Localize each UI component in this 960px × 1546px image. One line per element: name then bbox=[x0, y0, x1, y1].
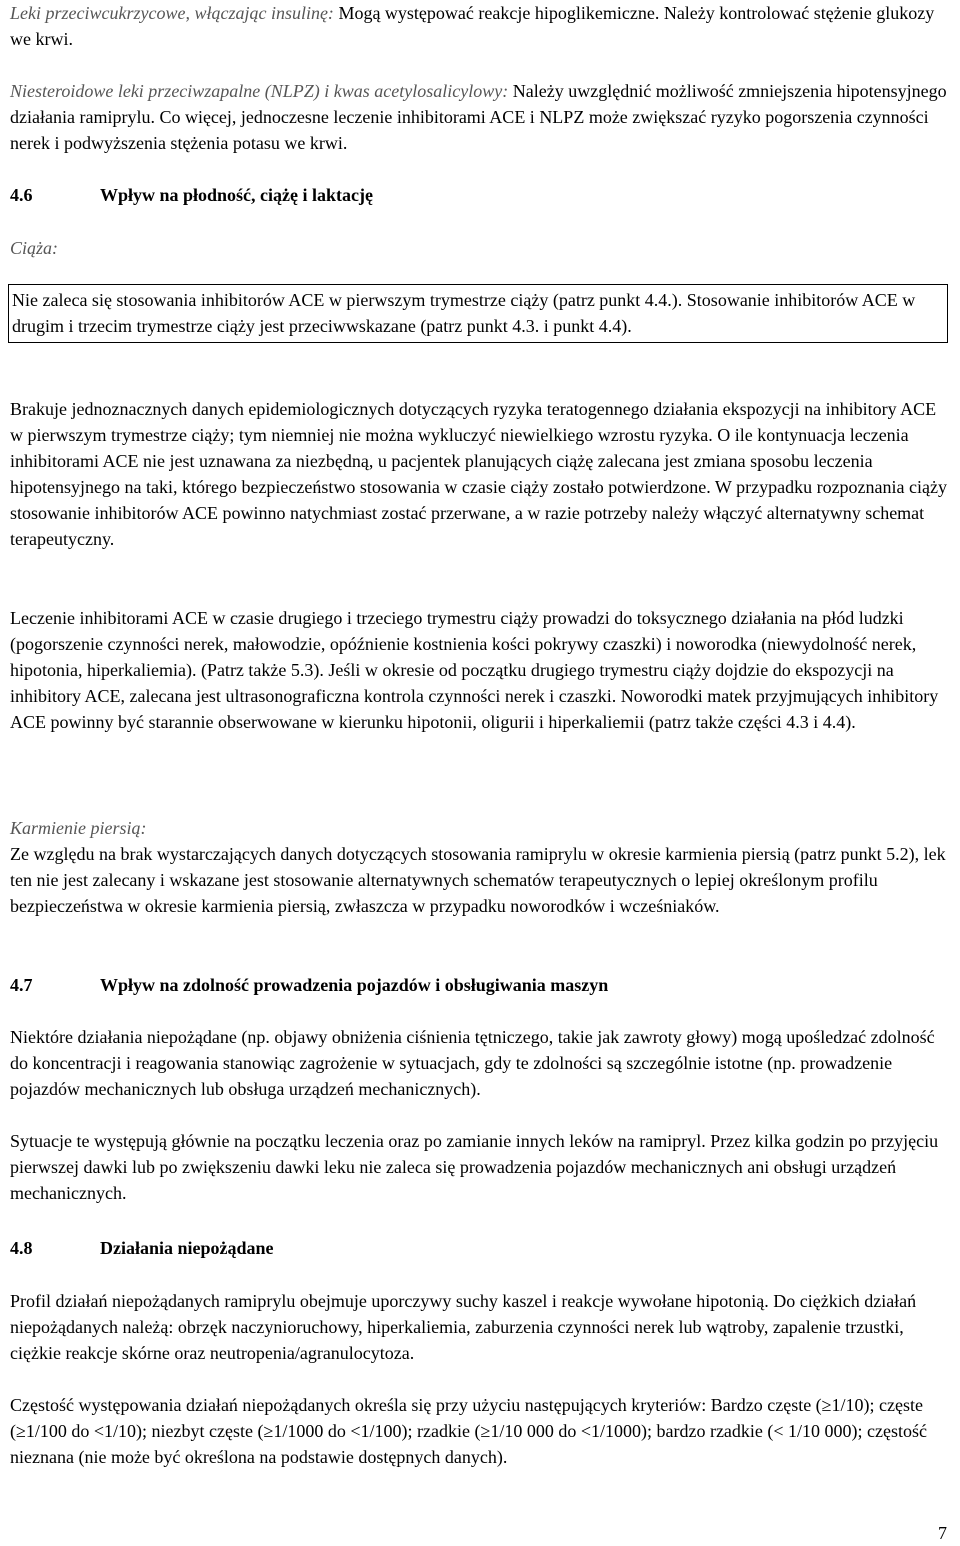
nsaid-text: Należy uwzględnić możliwość zmniejszenia hipotensyjnego działania ramiprylu. Co więcej, jednoczesne leczenie inhibitorami ACE i NLPZ może zwiększać ryzyko pogorszenia czynności nerek i podwyższenia stężenia potasu we krwi. bbox=[10, 81, 947, 153]
section-4-7-heading bbox=[10, 972, 948, 998]
breastfeeding-heading: Karmienie piersią: bbox=[10, 818, 147, 838]
breastfeeding-paragraph: Ze względu na brak wystarczających danych dotyczących stosowania ramiprylu w okresie karmienia piersią (patrz punkt 5.2), lek ten nie jest zalecany i wskazane jest stosowanie alternatywnych schematów terapeutycznych o lepiej określonym profilu bezpieczeństwa w okresie karmienia piersią, zwłaszcza w przypadku noworodków i wcześniaków. bbox=[10, 844, 946, 916]
section-number: 4.8 bbox=[10, 1238, 33, 1258]
pregnancy-warning-text: Nie zaleca się stosowania inhibitorów ACE w pierwszym trymestrze ciąży (patrz punkt 4.4.). Stosowanie inhibitorów ACE w drugim i trzecim trymestrze ciąży jest przeciwwskazane (patrz punkt 4.3. i punkt 4.4). bbox=[12, 290, 916, 336]
pregnancy-warning-box bbox=[8, 284, 948, 343]
section-title: Wpływ na płodność, ciążę i laktację bbox=[100, 185, 373, 205]
pregnancy-heading: Ciąża: bbox=[10, 238, 59, 258]
section-number: 4.7 bbox=[10, 975, 33, 995]
section-4-8-heading bbox=[10, 1235, 948, 1261]
antidiabetic-paragraph bbox=[10, 0, 948, 52]
adverse-paragraph-2: Częstość występowania działań niepożądanych określa się przy użyciu następujących kryteriów: Bardzo częste (≥1/10); częste (≥1/100 do <1/10); niezbyt częste (≥1/1000 do <1/100); rzadkie (≥1/10 000 do <1/1000); bardzo rzadkie (< 1/10 000); częstość nieznana (nie może być określona na podstawie dostępnych danych). bbox=[10, 1395, 928, 1467]
pregnancy-paragraph-2: Leczenie inhibitorami ACE w czasie drugiego i trzeciego trymestru ciąży prowadzi do toksycznego działania na płód ludzki (pogorszenie czynności nerek, małowodzie, opóźnienie kostnienia kości pokrywy czaszki) i noworodka (niewydolność nerek, hipotonia, hiperkaliemia). (Patrz także 5.3). Jeśli w okresie od początku drugiego trymestru ciąży dojdzie do ekspozycji na inhibitory ACE, zalecana jest ultrasonograficzna kontrola czynności nerek i czaszki. Noworodki matek przyjmujących inhibitory ACE powinny być starannie obserwowane w kierunku hipotonii, oligurii i hiperkaliemii (patrz także części 4.3 i 4.4). bbox=[10, 608, 939, 732]
section-number: 4.6 bbox=[10, 185, 33, 205]
adverse-paragraph-1: Profil działań niepożądanych ramiprylu obejmuje uporczywy suchy kaszel i reakcje wywołane hipotonią. Do ciężkich działań niepożądanych należą: obrzęk naczynioruchowy, hiperkaliemia, zaburzenia czynności nerek lub wątroby, zapalenie trzustki, ciężkie reakcje skórne oraz neutropenia/agranulocytoza. bbox=[10, 1291, 917, 1363]
driving-paragraph-1: Niektóre działania niepożądane (np. objawy obniżenia ciśnienia tętniczego, takie jak zawroty głowy) mogą upośledzać zdolność do koncentracji i reagowania stanowiąc zagrożenie w sytuacjach, gdy te zdolności są szczególnie istotne (np. prowadzenie pojazdów mechanicznych lub obsługa urządzeń mechanicznych). bbox=[10, 1027, 935, 1099]
pregnancy-paragraph-1: Brakuje jednoznacznych danych epidemiologicznych dotyczących ryzyka teratogennego działania ekspozycji na inhibitory ACE w pierwszym trymestrze ciąży; tym niemniej nie można wykluczyć niewielkiego wzrostu ryzyka. O ile kontynuacja leczenia inhibitorami ACE nie jest uznawana za niezbędną, u pacjentek planujących ciążę zalecana jest zmiana sposobu leczenia hipotensyjnego na taki, którego bezpieczeństwo stosowania w czasie ciąży zostało potwierdzone. W przypadku rozpoznania ciąży stosowanie inhibitorów ACE powinno natychmiast zostać przerwane, a w razie potrzeby należy włączyć alternatywny schemat terapeutyczny. bbox=[10, 399, 947, 549]
nsaid-paragraph bbox=[10, 78, 948, 156]
page-number: 7 bbox=[938, 1523, 947, 1543]
driving-paragraph-2: Sytuacje te występują głównie na początku leczenia oraz po zamianie innych leków na ramipryl. Przez kilka godzin po przyjęciu pierwszej dawki lub po zwiększeniu dawki leku nie zaleca się prowadzenia pojazdów mechanicznych ani obsługi urządzeń mechanicznych. bbox=[10, 1131, 939, 1203]
section-title: Wpływ na zdolność prowadzenia pojazdów i obsługiwania maszyn bbox=[100, 975, 609, 995]
section-4-6-heading bbox=[10, 182, 948, 208]
antidiabetic-text: Mogą występować reakcje hipoglikemiczne. Należy kontrolować stężenie glukozy we krwi. bbox=[10, 3, 935, 49]
nsaid-label: Niesteroidowe leki przeciwzapalne (NLPZ) i kwas acetylosalicylowy: bbox=[10, 81, 509, 101]
section-title: Działania niepożądane bbox=[100, 1238, 274, 1258]
antidiabetic-label: Leki przeciwcukrzycowe, włączając insulinę: bbox=[10, 3, 334, 23]
